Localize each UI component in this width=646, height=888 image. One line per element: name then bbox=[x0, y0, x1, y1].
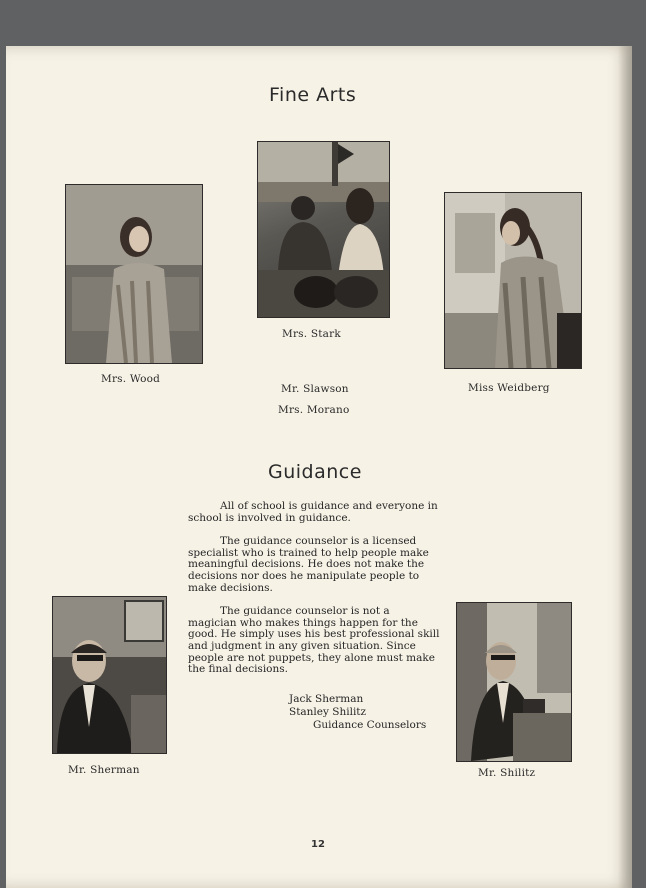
caption-mrs-stark: Mrs. Stark bbox=[282, 328, 341, 340]
signature-role: Guidance Counselors bbox=[313, 719, 427, 731]
yearbook-page bbox=[6, 46, 632, 888]
caption-mr-slawson: Mr. Slawson bbox=[281, 383, 349, 395]
caption-miss-weidberg: Miss Weidberg bbox=[468, 382, 550, 394]
caption-mrs-morano: Mrs. Morano bbox=[278, 404, 350, 416]
caption-mr-sherman: Mr. Sherman bbox=[68, 764, 140, 776]
photo-miss-weidberg bbox=[444, 192, 582, 369]
guidance-paragraph: All of school is guidance and everyone in school is involved in guidance. bbox=[188, 500, 438, 524]
photo-mrs-wood bbox=[65, 184, 203, 364]
fine-arts-heading: Fine Arts bbox=[269, 84, 357, 106]
guidance-body bbox=[188, 501, 441, 688]
signature-name-shilitz: Stanley Shilitz bbox=[289, 706, 367, 718]
guidance-signature bbox=[289, 693, 426, 732]
guidance-paragraph: The guidance counselor is not a magician who makes things happen for the good. He simply uses his best professional skill and judgment in any given situation. Since people are not puppets, they alone must make the final decisions. bbox=[188, 604, 440, 676]
guidance-heading: Guidance bbox=[268, 461, 362, 483]
photo-mr-shilitz bbox=[456, 602, 572, 762]
page-number: 12 bbox=[311, 839, 325, 850]
caption-mrs-wood: Mrs. Wood bbox=[101, 373, 161, 385]
photo-mr-sherman bbox=[52, 596, 167, 754]
photo-mrs-stark bbox=[257, 141, 390, 318]
guidance-paragraph: The guidance counselor is a licensed specialist who is trained to help people make meaningful decisions. He does not make the decisions nor does he manipulate people to make decisions. bbox=[188, 534, 429, 594]
page-spine-shadow bbox=[618, 46, 632, 888]
caption-mr-shilitz: Mr. Shilitz bbox=[478, 767, 536, 779]
signature-name-sherman: Jack Sherman bbox=[289, 693, 364, 705]
